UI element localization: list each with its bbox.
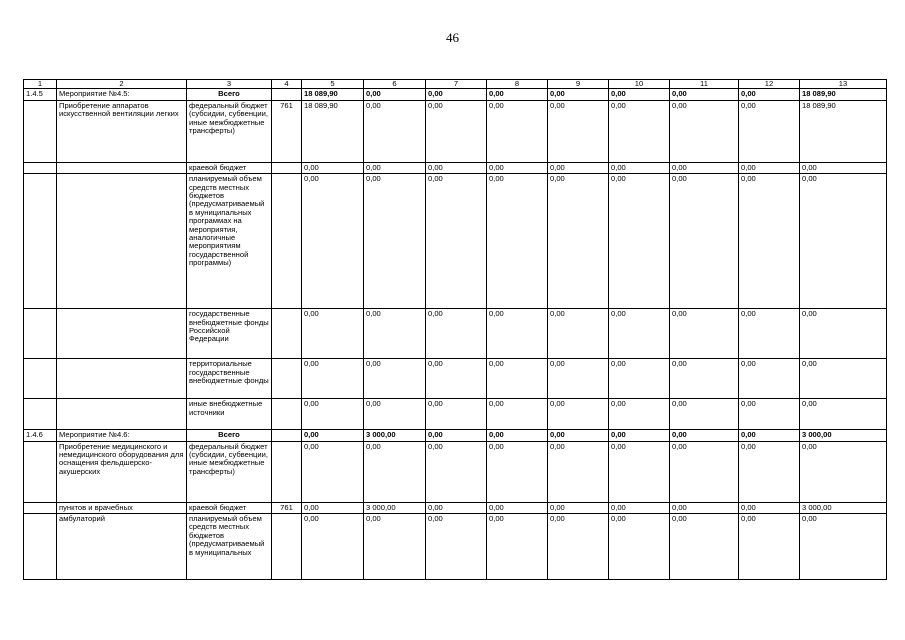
amount-cell: 0,00: [609, 89, 670, 100]
amount-cell: 0,00: [364, 89, 426, 100]
row-number-cell: [24, 162, 57, 173]
table-row: [24, 514, 887, 580]
amount-cell: 0,00: [670, 514, 739, 580]
amount-cell: 0,00: [739, 309, 800, 359]
amount-cell: 0,00: [487, 430, 548, 441]
event-name-cell: [57, 399, 187, 430]
amount-cell: 0,00: [548, 359, 609, 399]
header-cell: 4: [272, 80, 302, 89]
amount-cell: 0,00: [548, 399, 609, 430]
table-row: [24, 359, 887, 399]
amount-cell: 0,00: [426, 162, 487, 173]
row-number-cell: [24, 514, 57, 580]
table-row: [24, 430, 887, 441]
event-name-cell: Приобретение медицинского и немедицинского оборудования для оснащения фельдшерско-акушерских: [57, 441, 187, 502]
amount-cell: 0,00: [364, 514, 426, 580]
amount-cell: 0,00: [302, 162, 364, 173]
funding-source-cell: Всего: [187, 430, 272, 441]
funding-source-cell: планируемый объем средств местных бюджетов (предусматриваемый в муниципальных: [187, 514, 272, 580]
amount-cell: 0,00: [487, 441, 548, 502]
amount-cell: 0,00: [609, 309, 670, 359]
amount-cell: 0,00: [739, 430, 800, 441]
amount-cell: 0,00: [800, 359, 887, 399]
budget-code-cell: [272, 174, 302, 309]
amount-cell: 0,00: [800, 309, 887, 359]
amount-cell: 3 000,00: [364, 502, 426, 513]
event-name-cell: амбулаторий: [57, 514, 187, 580]
amount-cell: 0,00: [739, 100, 800, 162]
row-number-cell: 1.4.5: [24, 89, 57, 100]
amount-cell: 0,00: [487, 100, 548, 162]
header-cell: 5: [302, 80, 364, 89]
funding-source-cell: краевой бюджет: [187, 162, 272, 173]
table-row: [24, 441, 887, 502]
amount-cell: 0,00: [548, 430, 609, 441]
header-cell: 2: [57, 80, 187, 89]
amount-cell: 0,00: [800, 162, 887, 173]
funding-source-cell: иные внебюджетные источники: [187, 399, 272, 430]
amount-cell: 0,00: [487, 514, 548, 580]
amount-cell: 0,00: [364, 359, 426, 399]
amount-cell: 0,00: [364, 162, 426, 173]
event-name-cell: [57, 162, 187, 173]
row-number-cell: 1.4.6: [24, 430, 57, 441]
amount-cell: 0,00: [302, 441, 364, 502]
row-number-cell: [24, 399, 57, 430]
event-name-cell: Приобретение аппаратов искусственной вентиляции легких: [57, 100, 187, 162]
amount-cell: 0,00: [609, 162, 670, 173]
row-number-cell: [24, 174, 57, 309]
header-cell: 10: [609, 80, 670, 89]
amount-cell: 0,00: [609, 514, 670, 580]
budget-code-cell: [272, 430, 302, 441]
amount-cell: 0,00: [548, 514, 609, 580]
amount-cell: 0,00: [609, 359, 670, 399]
table-row: [24, 100, 887, 162]
funding-source-cell: планируемый объем средств местных бюджетов (предусматриваемый в муниципальных программах на мероприятия, аналогичные мероприятиям государственной программы): [187, 174, 272, 309]
amount-cell: 0,00: [800, 399, 887, 430]
amount-cell: 0,00: [739, 502, 800, 513]
funding-source-cell: Всего: [187, 89, 272, 100]
table-row: [24, 502, 887, 513]
amount-cell: 0,00: [487, 174, 548, 309]
amount-cell: 0,00: [426, 502, 487, 513]
amount-cell: 0,00: [670, 399, 739, 430]
header-cell: 8: [487, 80, 548, 89]
row-number-cell: [24, 309, 57, 359]
funding-source-cell: федеральный бюджет (субсидии, субвенции, иные межбюджетные трансферты): [187, 100, 272, 162]
header-cell: 9: [548, 80, 609, 89]
table-row: [24, 309, 887, 359]
amount-cell: 0,00: [426, 430, 487, 441]
amount-cell: 3 000,00: [800, 502, 887, 513]
amount-cell: 0,00: [670, 162, 739, 173]
page-number: 46: [446, 30, 459, 45]
budget-code-cell: 761: [272, 502, 302, 513]
amount-cell: 0,00: [302, 514, 364, 580]
amount-cell: 0,00: [487, 359, 548, 399]
amount-cell: 18 089,90: [800, 100, 887, 162]
table-row: [24, 174, 887, 309]
amount-cell: 0,00: [426, 174, 487, 309]
amount-cell: 0,00: [609, 502, 670, 513]
amount-cell: 0,00: [548, 100, 609, 162]
budget-code-cell: [272, 309, 302, 359]
budget-code-cell: [272, 359, 302, 399]
header-cell: 3: [187, 80, 272, 89]
amount-cell: 0,00: [548, 441, 609, 502]
budget-code-cell: [272, 514, 302, 580]
amount-cell: 18 089,90: [302, 89, 364, 100]
amount-cell: 0,00: [739, 441, 800, 502]
amount-cell: 0,00: [426, 399, 487, 430]
amount-cell: 0,00: [302, 174, 364, 309]
funding-source-cell: территориальные государственные внебюджетные фонды: [187, 359, 272, 399]
event-name-cell: [57, 309, 187, 359]
amount-cell: 18 089,90: [302, 100, 364, 162]
event-name-cell: пунктов и врачебных: [57, 502, 187, 513]
header-cell: 1: [24, 80, 57, 89]
amount-cell: 18 089,90: [800, 89, 887, 100]
amount-cell: 0,00: [609, 430, 670, 441]
amount-cell: 0,00: [739, 399, 800, 430]
amount-cell: 0,00: [302, 502, 364, 513]
amount-cell: 0,00: [364, 174, 426, 309]
amount-cell: 0,00: [670, 430, 739, 441]
amount-cell: 0,00: [670, 309, 739, 359]
row-number-cell: [24, 441, 57, 502]
amount-cell: 0,00: [609, 174, 670, 309]
amount-cell: 0,00: [302, 359, 364, 399]
amount-cell: 0,00: [426, 441, 487, 502]
budget-code-cell: [272, 399, 302, 430]
amount-cell: 0,00: [609, 441, 670, 502]
amount-cell: 0,00: [364, 441, 426, 502]
header-cell: 6: [364, 80, 426, 89]
header-cell: 12: [739, 80, 800, 89]
amount-cell: 0,00: [670, 174, 739, 309]
amount-cell: 0,00: [548, 502, 609, 513]
event-name-cell: [57, 174, 187, 309]
amount-cell: 0,00: [670, 100, 739, 162]
table-row: [24, 89, 887, 100]
amount-cell: 0,00: [739, 89, 800, 100]
amount-cell: 0,00: [670, 502, 739, 513]
amount-cell: 0,00: [364, 100, 426, 162]
budget-code-cell: [272, 89, 302, 100]
amount-cell: 0,00: [548, 309, 609, 359]
amount-cell: 0,00: [364, 399, 426, 430]
amount-cell: 0,00: [487, 502, 548, 513]
header-cell: 7: [426, 80, 487, 89]
amount-cell: 0,00: [548, 162, 609, 173]
event-name-cell: Мероприятие №4.6:: [57, 430, 187, 441]
amount-cell: 0,00: [426, 100, 487, 162]
amount-cell: 0,00: [739, 359, 800, 399]
amount-cell: 0,00: [426, 309, 487, 359]
amount-cell: 0,00: [487, 162, 548, 173]
event-name-cell: [57, 359, 187, 399]
header-cell: 11: [670, 80, 739, 89]
table-row: [24, 399, 887, 430]
amount-cell: 0,00: [739, 514, 800, 580]
amount-cell: 0,00: [302, 309, 364, 359]
amount-cell: 0,00: [609, 100, 670, 162]
budget-code-cell: 761: [272, 100, 302, 162]
header-cell: 13: [800, 80, 887, 89]
amount-cell: 0,00: [670, 359, 739, 399]
budget-table: [23, 79, 887, 580]
amount-cell: 0,00: [364, 309, 426, 359]
amount-cell: 0,00: [487, 309, 548, 359]
amount-cell: 3 000,00: [800, 430, 887, 441]
amount-cell: 0,00: [609, 399, 670, 430]
event-name-cell: Мероприятие №4.5:: [57, 89, 187, 100]
table-row: [24, 162, 887, 173]
budget-code-cell: [272, 441, 302, 502]
amount-cell: 0,00: [548, 174, 609, 309]
budget-code-cell: [272, 162, 302, 173]
amount-cell: 0,00: [739, 174, 800, 309]
amount-cell: 0,00: [670, 441, 739, 502]
amount-cell: 3 000,00: [364, 430, 426, 441]
table-header-row: [24, 80, 887, 89]
amount-cell: 0,00: [426, 89, 487, 100]
row-number-cell: [24, 359, 57, 399]
row-number-cell: [24, 502, 57, 513]
row-number-cell: [24, 100, 57, 162]
funding-source-cell: государственные внебюджетные фонды Российской Федерации: [187, 309, 272, 359]
amount-cell: 0,00: [487, 399, 548, 430]
amount-cell: 0,00: [487, 89, 548, 100]
amount-cell: 0,00: [670, 89, 739, 100]
amount-cell: 0,00: [426, 514, 487, 580]
amount-cell: 0,00: [302, 399, 364, 430]
funding-source-cell: краевой бюджет: [187, 502, 272, 513]
amount-cell: 0,00: [800, 174, 887, 309]
amount-cell: 0,00: [302, 430, 364, 441]
amount-cell: 0,00: [426, 359, 487, 399]
funding-source-cell: федеральный бюджет (субсидии, субвенции, иные межбюджетные трансферты): [187, 441, 272, 502]
amount-cell: 0,00: [548, 89, 609, 100]
amount-cell: 0,00: [800, 441, 887, 502]
amount-cell: 0,00: [739, 162, 800, 173]
amount-cell: 0,00: [800, 514, 887, 580]
